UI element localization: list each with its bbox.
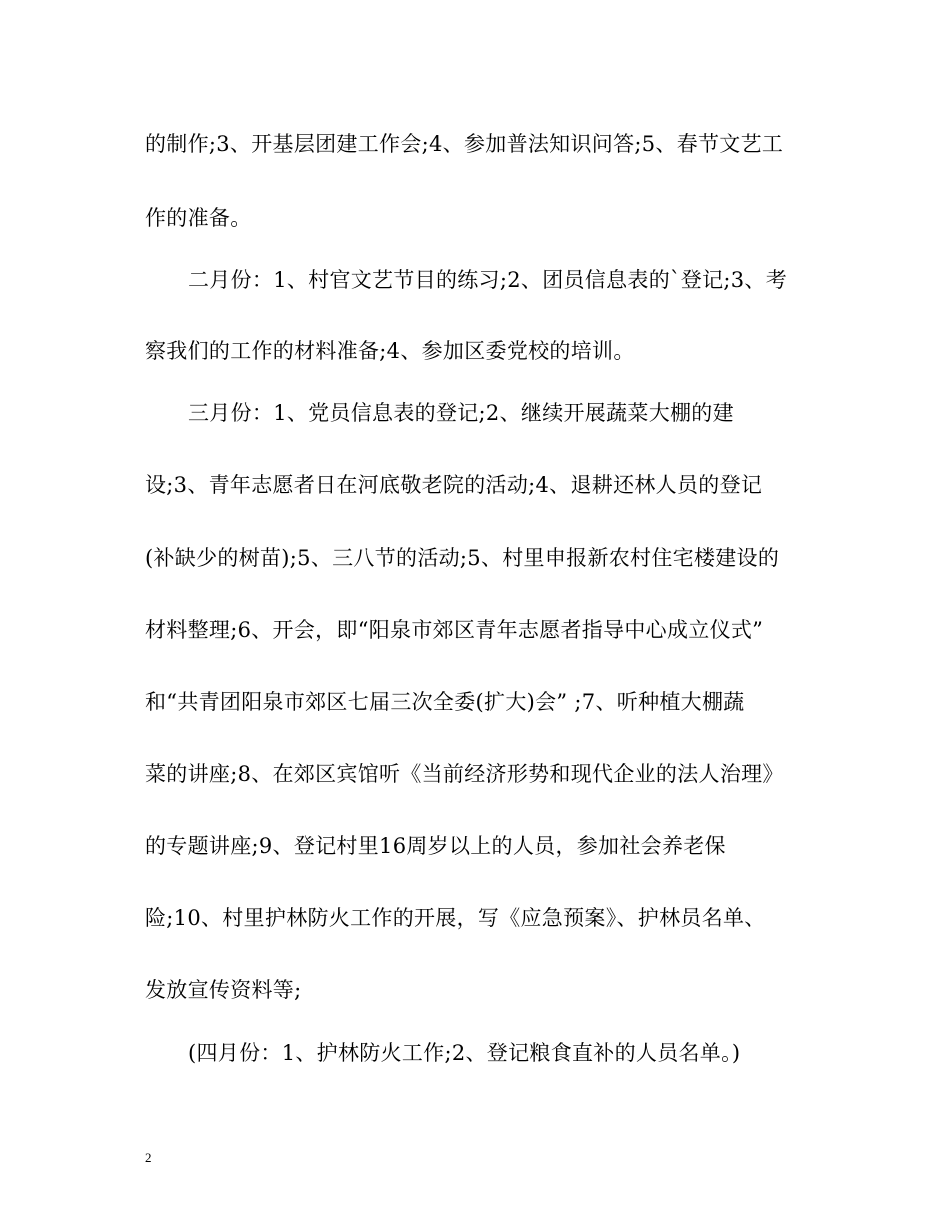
text-line: 察我们的工作的材料准备;4、参加区委党校的培训。 [145, 339, 635, 363]
text-line: 作的准备。 [145, 206, 252, 230]
text-line: (补缺少的树苗);5、三八节的活动;5、村里申报新农村住宅楼建设的 [145, 546, 780, 570]
text-line: 的制作;3、开基层团建工作会;4、参加普法知识问答;5、春节文艺工 [145, 132, 784, 156]
text-line: 和“共青团阳泉市郊区七届三次全委(扩大)会” ;7、听种植大棚蔬 [145, 690, 745, 714]
page-number: 2 [145, 1150, 152, 1165]
text-line: 险;10、村里护林防火工作的开展，写《应急预案》、护林员名单、 [145, 906, 766, 930]
text-line: 发放宣传资料等; [145, 978, 302, 1002]
paragraph-line: (四月份：1、护林防火工作;2、登记粮食直补的人员名单。) [188, 1041, 741, 1065]
paragraph-line: 二月份：1、村官文艺节目的练习;2、团员信息表的`登记;3、考 [188, 268, 788, 292]
text-line: 的专题讲座;9、登记村里16周岁以上的人员，参加社会养老保 [145, 834, 726, 858]
paragraph-line: 三月份：1、党员信息表的登记;2、继续开展蔬菜大棚的建 [188, 401, 734, 425]
text-line: 材料整理;6、开会，即“阳泉市郊区青年志愿者指导中心成立仪式” [145, 618, 764, 642]
text-line: 设;3、青年志愿者日在河底敬老院的活动;4、退耕还林人员的登记 [145, 473, 763, 497]
text-line: 菜的讲座;8、在郊区宾馆听《当前经济形势和现代企业的法人治理》 [145, 762, 784, 786]
